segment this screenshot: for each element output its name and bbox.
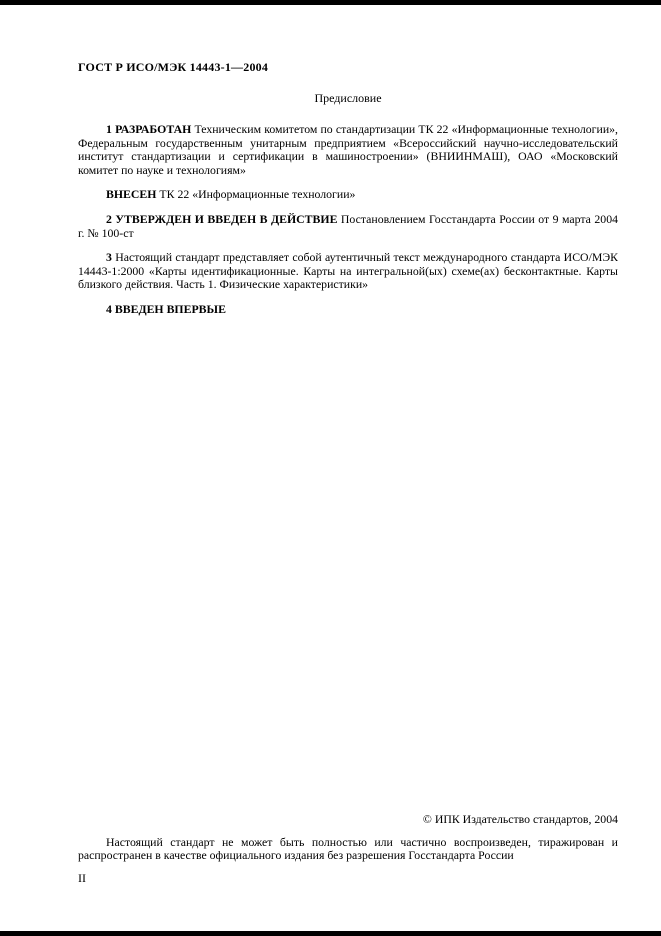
page-bottom-border: [0, 931, 661, 936]
foreword-title: Предисловие: [314, 91, 382, 105]
page-number: II: [78, 870, 86, 885]
paragraph-lead: ВНЕСЕН: [106, 187, 157, 202]
paragraph-text: ТК 22 «Информационные технологии»: [156, 187, 356, 202]
paragraph-lead: 2 УТВЕРЖДЕН И ВВЕДЕН В ДЕЙСТВИЕ: [106, 211, 338, 226]
foreword-paragraph-5: [78, 303, 618, 317]
paragraph-text: Постановлением Госстандарта России от 9 марта 2004 г. № 100-ст: [78, 211, 618, 240]
foreword-paragraph-1: [78, 123, 618, 177]
page-footer: [78, 813, 618, 886]
paragraph-lead: 3: [106, 250, 112, 265]
foreword-paragraph-2: [78, 188, 618, 202]
paragraph-text: Техническим комитетом по стандартизации ТК 22 «Информационные технологии», Федеральным государственным унитарным предприятием «Всероссийский научно-исследовательский институт стандартизации и сертификации в машиностроении» (ВНИИНМАШ), ОАО «Московский комитет по науке и технологиям»: [78, 122, 618, 177]
page-top-border: [0, 0, 661, 5]
foreword-paragraph-3: [78, 213, 618, 240]
foreword-paragraph-4: [78, 251, 618, 292]
reproduction-disclaimer: Настоящий стандарт не может быть полностью или частично воспроизведен, тиражирован и распространен в качестве официального издания без разрешения Госстандарта России: [78, 834, 618, 863]
copyright-line: © ИПК Издательство стандартов, 2004: [422, 812, 618, 826]
paragraph-lead: 4 ВВЕДЕН ВПЕРВЫЕ: [106, 301, 227, 316]
paragraph-text: Настоящий стандарт представляет собой аутентичный текст международного стандарта ИСО/МЭК 14443-1:2000 «Карты идентификационные. Карты на интегральной(ых) схеме(ах) бесконтактные. Карты близкого действия. Часть 1. Физические характеристики»: [78, 250, 618, 292]
foreword-section: [78, 60, 618, 317]
doc-number: ГОСТ Р ИСО/МЭК 14443-1—2004: [78, 60, 269, 74]
paragraph-lead: 1 РАЗРАБОТАН: [106, 122, 192, 136]
